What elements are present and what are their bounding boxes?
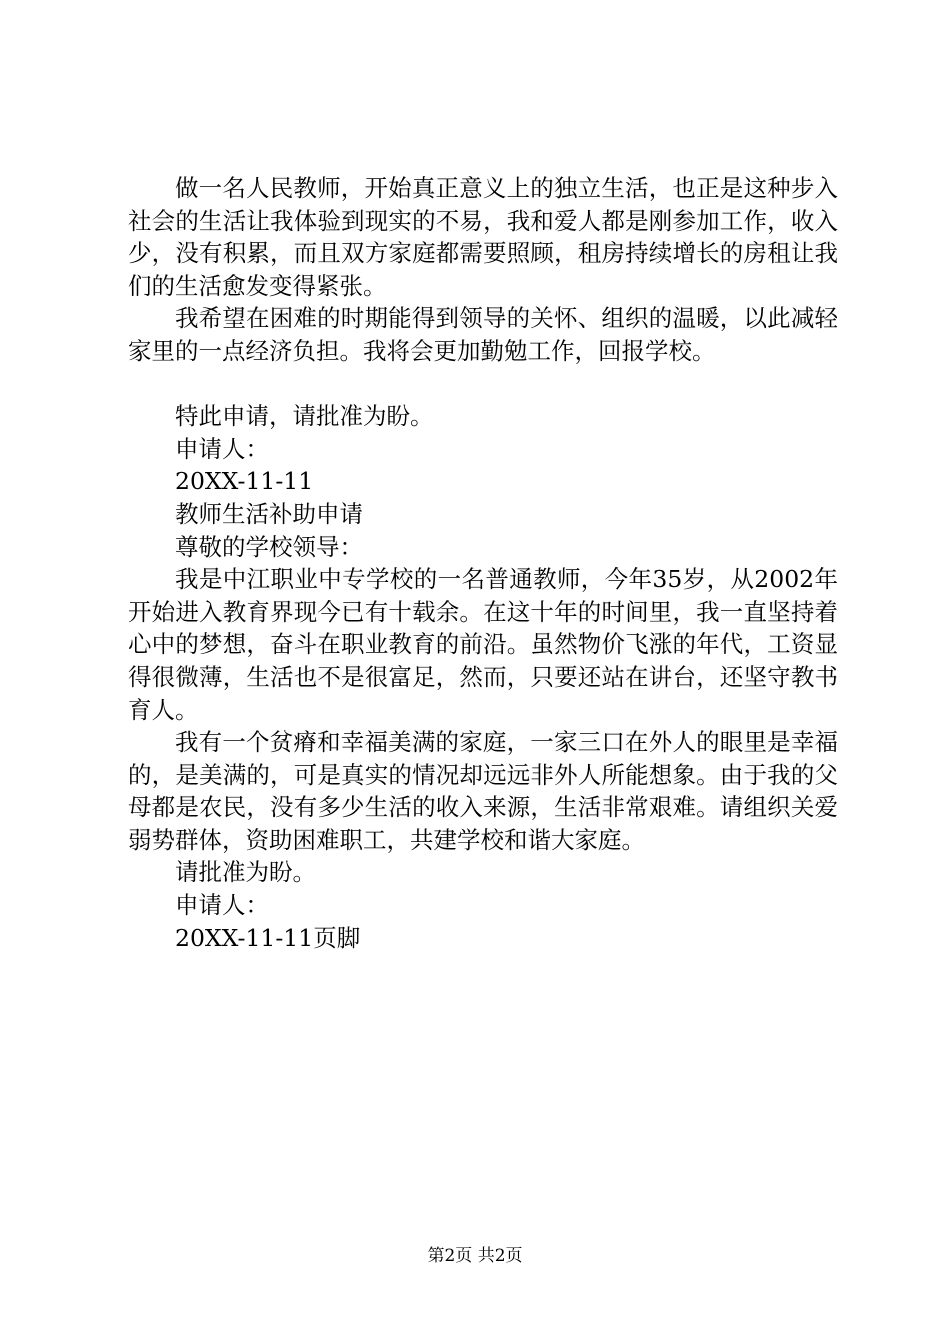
body-paragraph: 我是中江职业中专学校的一名普通教师，今年35岁，从2002年开始进入教育界现今已有十载余。在这十年的时间里，我一直坚持着心中的梦想，奋斗在职业教育的前沿。虽然物价飞涨的年代，工资显得很微薄，生活也不是很富足，然而，只要还站在讲台，还坚守教书育人。 — [128, 565, 838, 724]
body-paragraph: 做一名人民教师，开始真正意义上的独立生活，也正是这种步入社会的生活让我体验到现实的不易，我和爱人都是刚参加工作，收入少，没有积累，而且双方家庭都需要照顾，租房持续增长的房租让我们的生活愈发变得紧张。 — [128, 174, 838, 300]
applicant-label: 申请人： — [175, 891, 269, 920]
date-line: 20XX-11-11 — [175, 467, 314, 496]
paragraph-gap — [128, 368, 838, 401]
document-title: 教师生活补助申请 — [175, 499, 363, 528]
body-paragraph: 我希望在困难的时期能得到领导的关怀、组织的温暖，以此减轻家里的一点经济负担。我将会更加勤勉工作，回报学校。 — [128, 304, 838, 365]
closing-line: 请批准为盼。 — [175, 858, 316, 887]
body-paragraph: 我有一个贫瘠和幸福美满的家庭，一家三口在外人的眼里是幸福的，是美满的，可是真实的情况却远远非外人所能想象。由于我的父母都是农民，没有多少生活的收入来源，生活非常艰难。请组织关爱弱势群体，资助困难职工，共建学校和谐大家庭。 — [128, 728, 838, 854]
applicant-label: 申请人： — [175, 434, 269, 463]
document-body — [128, 172, 838, 954]
closing-line: 特此申请，请批准为盼。 — [175, 402, 434, 431]
salutation: 尊敬的学校领导： — [175, 532, 363, 561]
date-footer-line: 20XX-11-11页脚 — [175, 923, 361, 952]
page-footer: 第2页 共2页 — [427, 1246, 523, 1266]
